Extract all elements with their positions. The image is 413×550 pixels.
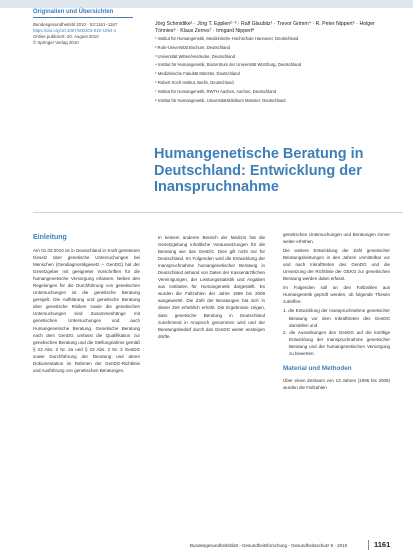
- affiliation: ³ Universität Witten/Herdecke, Deutschland: [155, 53, 236, 59]
- column-right: [283, 231, 390, 393]
- affiliation: ⁸ Institut für Humangenetik, Universitätsklinikum Münster, Deutschland: [155, 97, 286, 103]
- affiliation-list: [155, 36, 390, 106]
- affiliation: ⁷ Institut für Humangenetik, RWTH Aachen, Aachen, Deutschland: [155, 88, 277, 94]
- section-rule: [33, 17, 133, 18]
- affiliation: ² Ruhr-Universität Bochum, Deutschland: [155, 44, 230, 50]
- citation-line: Bundesgesundheitsbl 2010 · 53:1161–1167: [33, 22, 118, 27]
- column-left: [33, 234, 140, 376]
- article-title: Humangenetische Beratung in Deutschland: Entwicklung der Inanspruchnahme: [154, 146, 364, 195]
- article-metadata: [33, 22, 143, 46]
- page-footer: [190, 540, 410, 550]
- list-item: 1. die Entwicklung der Inanspruchnahme genetischer Beratung vor dem Inkrafttreten des GenDG darstellen und: [283, 308, 390, 328]
- affiliation: ¹ Institut für Humangenetik, Medizinische Hochschule Hannover, Deutschland: [155, 36, 299, 41]
- doi-link[interactable]: https://doi.org/10.1007/s00103-010-1094-1: [33, 28, 117, 33]
- column-middle: [158, 234, 265, 342]
- footer-divider: [368, 540, 369, 550]
- body-paragraph: genetischen Untersuchungen und Beratungen immer weiter erhöhen.: [283, 232, 390, 245]
- body-paragraph: Im Folgenden soll an den Fallzahlen aus Humangenetik geprüft werden, ob folgende Thesen zutreffen:: [283, 285, 390, 305]
- copyright-line: © Springer Verlag 2010: [33, 40, 79, 45]
- header-band: [0, 0, 413, 8]
- section-heading-introduction: Einleitung: [33, 234, 67, 241]
- section-label: Originalien und Übersichten: [33, 9, 114, 15]
- affiliation: ⁶ Robert Koch-Institut, Berlin, Deutschland: [155, 79, 234, 85]
- body-paragraph: Über einen Zeitraum von 13 Jahren (1996 bis 2008) wurden die Fallzahlen: [283, 377, 390, 390]
- body-paragraph: In keinem anderen Bereich der Medizin hat die Gesetzgebung inhaltliche Voraussetzungen für die Beratung wie das GenDG. Dies gilt nicht nur für Deutschland. Im Folgenden wird die Entwicklung der Inanspruchnahme humangenetischer Beratung in Deutschland anhand von Daten der Kassenärztlichen Vereinigungen, der Leistungsstatistik und Angaben aus Instituten für Humangenetik dargestellt. Es wurden die Fallzahlen der Jahre 1996 bis 2008 ausgewertet. Die Zahl der Beratungen hat sich in dieser Zeit erheblich erhöht. Die Ergebnisse zeigen, dass genetische Beratung in Deutschland zunehmend in Anspruch genommen wird und der Beratungsbedarf durch das GenDG weiter ansteigen dürfte.: [158, 235, 265, 339]
- author-list: Jörg Schmidtke¹ · Jörg T. Epplen²⁻³ · Ralf Glaubitz¹ · Trevor Grimm⁴ · R. Peter Nippert⁵ · Holger Tönnies⁶ · Klaus Zerres⁷ · Irmgard Nippert⁸: [155, 21, 375, 34]
- body-paragraph: Am 01.02.2010 ist in Deutschland in Kraft getretenen Gesetz über genetische Untersuchungen bei Menschen (Gendiagnostikgesetz – GenDG) hat der Gesetzgeber mit geeigneter Vorschriften für die humangenetische Versorgung erlassen. Neben den Regelungen für die Durchführung von genetischen Untersuchungen ist die genetische Beratung geregelt. Die Aufklärung und genetische Beratung über genetische Risiken sowie die genetischen Untersuchungen sind Zusammenhänge mit genetischen Untersuchungen und auch Humangenetische Beratung. Genetische Beratung nach dem GenDG umfasst die Qualifikation zur genetischen Beratung und die Stellungnahme gemäß § 23 Abs. 2 Nr. 2a und § 23 Abs. 2 Nr. 3 GenDG sowie Durchführung der Beratung und deren Dokumentation im Rahmen der GenDG-Richtlinie und Ausführung von genetischen Beratungen.: [33, 248, 140, 373]
- journal-footer: Bundesgesundheitsblatt - Gesundheitsforschung - Gesundheitsschutz 9 · 2010: [190, 543, 348, 548]
- section-heading-methods: Material und Methoden: [283, 364, 352, 372]
- title-divider: [33, 212, 403, 213]
- body-paragraph: Die weitere Entwicklung der Zahl genetischer Beratungsleistungen in den Jahren unmittelbar vor und nach Inkrafttreten des GenDG und die Umsetzung der Richtlinie der GEKO zur genetischen Beratung werden dabei erfasst.: [283, 248, 390, 282]
- affiliation: ⁵ Medizinische Fakultät Münster, Deutschland: [155, 71, 240, 77]
- list-item: 2. die Auswirkungen des GenDG auf die künftige Entwicklung der Inanspruchnahme genetischer Beratung und der humangenetischen Versorgung zu bewerten.: [283, 329, 390, 356]
- affiliation: ⁴ Institut für Humangenetik, Biozentrum der Universität Würzburg, Deutschland: [155, 62, 302, 68]
- online-date: Online publiziert: 20. August 2010: [33, 34, 99, 39]
- objectives-list: [283, 307, 390, 356]
- page-number: 1161: [374, 540, 391, 549]
